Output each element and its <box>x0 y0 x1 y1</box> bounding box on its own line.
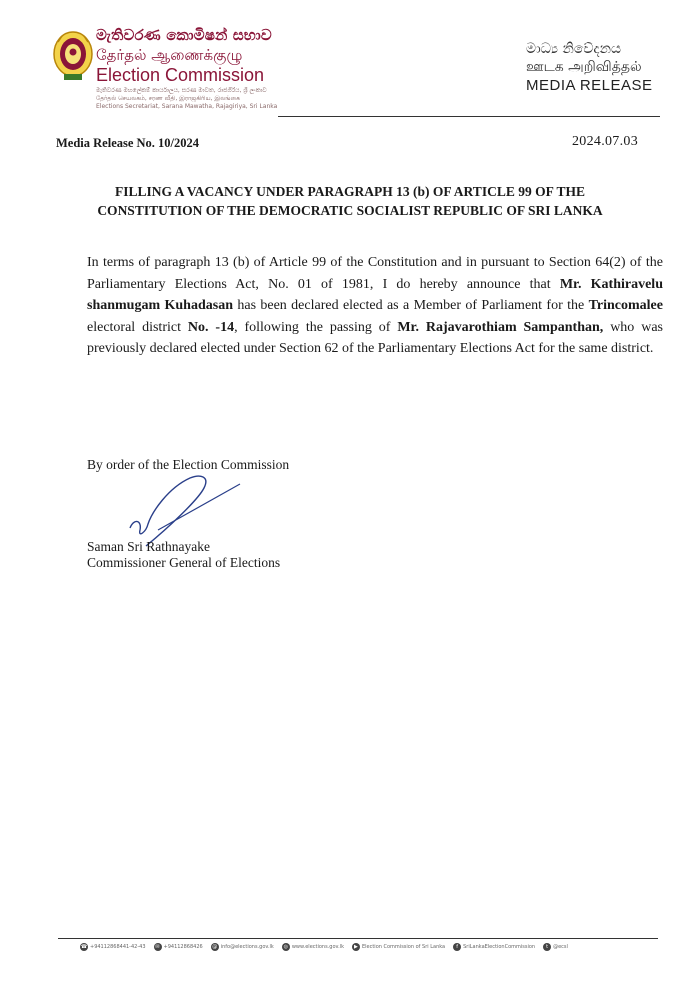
footer-facebook[interactable] <box>453 943 535 951</box>
web-icon: ◎ <box>283 944 289 950</box>
signer-name: Saman Sri Rathnayake <box>87 539 210 554</box>
body-text-3: electoral district <box>87 319 188 335</box>
phone-icon: ☎ <box>80 944 88 950</box>
header-divider <box>278 116 660 117</box>
footer-phone-text: +94112868441-42-43 <box>90 944 146 950</box>
footer-web-text: www.elections.gov.lk <box>291 944 344 950</box>
footer-phone[interactable] <box>80 943 146 951</box>
elected-member-name: Mr. Kathiravelu shanmugam Kuhadasan <box>87 276 663 313</box>
org-address <box>96 87 286 111</box>
media-release-label <box>526 40 656 96</box>
footer-youtube-text: Election Commission of Sri Lanka <box>361 944 446 950</box>
footer-contacts <box>80 943 680 951</box>
title-line-1: FILLING A VACANCY UNDER PARAGRAPH 13 (b) OF ARTICLE 99 OF THE <box>115 184 585 199</box>
footer-email[interactable] <box>211 943 274 951</box>
body-text-2: has been declared elected as a Member of Parliament for the <box>232 298 589 313</box>
media-release-sinhala: මාධ්‍ය නිවේදනය <box>526 41 622 57</box>
organization-block <box>96 26 286 111</box>
facebook-icon: f <box>453 943 461 951</box>
org-name-tamil: தேர்தல் ஆணைக்குழு <box>96 46 243 64</box>
org-address-english: Elections Secretariat, Sarana Mawatha, Rajagiriya, Sri Lanka <box>96 103 278 110</box>
org-name-english: Election Commission <box>96 65 265 85</box>
handwritten-signature <box>128 468 248 548</box>
district-name: Trincomalee <box>588 298 663 313</box>
footer-fax[interactable] <box>154 943 203 951</box>
email-icon: @ <box>212 944 218 950</box>
former-member-name: Mr. Rajavarothiam Sampanthan, <box>397 319 604 335</box>
release-date: 2024.07.03 <box>572 134 638 149</box>
signer-title: Commissioner General of Elections <box>87 555 281 570</box>
body-text-5: who was previously declared elected under Section 62 of the Parliamentary Elections Act for the same district. <box>87 319 663 356</box>
body-text-4: , following the passing of <box>234 319 398 335</box>
election-commission-emblem-icon <box>52 28 94 84</box>
media-release-tamil: ஊடக அறிவித்தல் <box>526 59 642 75</box>
youtube-icon: ▶ <box>352 943 360 951</box>
fax-icon: ✉ <box>155 944 160 950</box>
footer-web[interactable] <box>282 943 344 951</box>
org-name-sinhala: මැතිවරණ කොමිෂන් සභාව <box>96 26 272 44</box>
title-line-2: CONSTITUTION OF THE DEMOCRATIC SOCIALIST REPUBLIC OF SRI LANKA <box>97 203 603 218</box>
order-line: By order of the Election Commission <box>87 457 290 472</box>
document-title <box>80 182 620 220</box>
org-address-sinhala: මැතිවරණ මහලේකම් කාර්යාලය, සරණ මාවත, රාජගිරිය, ශ්‍රී ලංකාව <box>96 87 267 94</box>
media-release-english: MEDIA RELEASE <box>526 77 653 94</box>
footer-fax-text: +94112868426 <box>163 944 203 950</box>
footer-divider <box>58 938 658 939</box>
district-number: No. -14 <box>187 319 235 335</box>
body-paragraph <box>87 252 663 360</box>
footer-youtube[interactable] <box>352 943 445 951</box>
footer-twitter[interactable] <box>543 943 568 951</box>
body-text-1: In terms of paragraph 13 (b) of Article 99 of the Constitution and in pursuant to Section 64(2) of the Parliamentary Elections Act, No. 01 of 1981, I do hereby announce that <box>87 255 663 292</box>
org-address-tamil: தேர்தல் செயலகம், சரண வீதி, இராஜகிரிய, இலங்கை <box>96 95 240 102</box>
release-number: Media Release No. 10/2024 <box>56 136 200 150</box>
footer-twitter-text: @ecsl <box>553 944 568 950</box>
twitter-icon: t <box>543 943 551 951</box>
footer-facebook-text: SriLankaElectionCommission <box>463 944 536 950</box>
footer-email-text: info@elections.gov.lk <box>220 944 274 950</box>
